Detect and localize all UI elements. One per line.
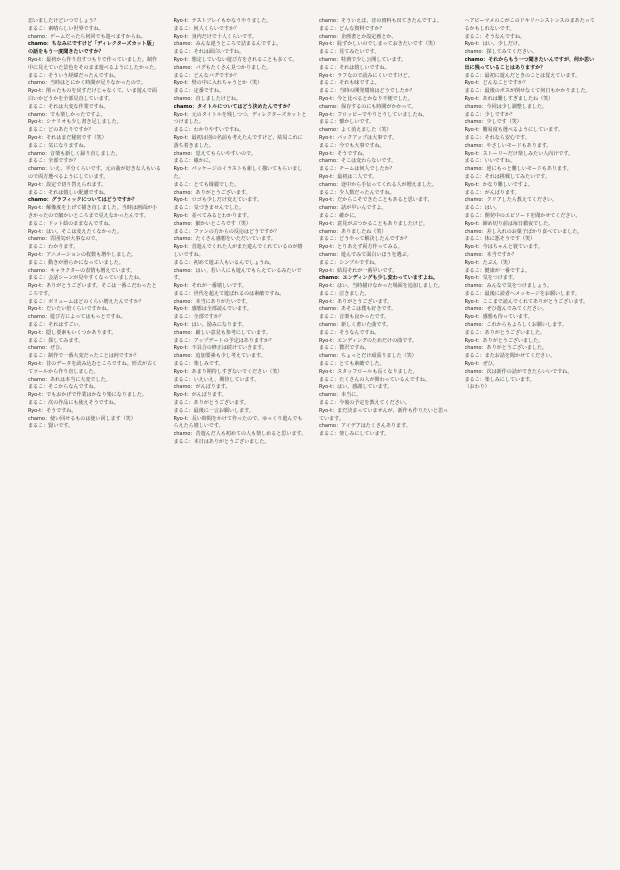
interview-paragraph: （おわり） — [464, 384, 490, 391]
interview-paragraph: まるこ：開発中のエピソードを聞かせてください。 — [464, 212, 581, 219]
interview-paragraph: Ryo-t：長い時間をかけて作ったので、ゆっくり遊んでもらえたら嬉しいです。 chamo：昔遊んだ人も初めての人も楽しめると思います。 まるこ：本日はありがとうございました。 — [173, 415, 307, 446]
text-column-1 — [28, 18, 162, 844]
interview-paragraph: Ryo-t：昔のデータを読み込むところですね。形式が古くてツールから作り直しました。 chamo：あれは本当に大変でした。 まるこ：そこからなんですね。 Ryo-t：でもおかげで作業はかなり楽になりました。 まるこ：次の作品にも使えそうですね。 Ryo-t：そうですね。 chamo：使い回せるものは使い回します（笑） まるこ：賢いです。 — [28, 361, 158, 430]
interview-paragraph: Ryo-t：元のタイトルを残しつつ、ディレクターズカットとつけました。 まるこ：わかりやすいですね。 Ryo-t：最初は別の名前も考えたんですけど、結局これに落ち着きました。 chamo：覚えてもらいやすいので。 まるこ：確かに。 Ryo-t：パッケージのイラストも新しく描いてもらいました。 まるこ：とても綺麗でした。 chamo：ありがとうございます。 Ryo-t：ロゴも少しだけ変えています。 まるこ：気づきませんでした。 Ryo-t：並べてみるとわかります。 chamo：細かいところです（笑） — [173, 111, 307, 227]
interview-paragraph: まるこ：最初に遊んだときのことは覚えています。 Ryo-t：どんなことですか？ まるこ：最後のボスが倒せなくて何日もかかりました。 Ryo-t：あれは難しすぎましたね（笑） chamo：今回は少し調整しました。 まるこ：少しですか？ chamo：少しです（笑） Ryo-t：難易度も選べるようにしています。 まるこ：それなら安心です。 chamo：やさしいモードもあります。 Ryo-t：ストーリーだけ楽しみたい人向けです。 まるこ：いいですね。 chamo：逆にもっと難しいモードもあります。 まるこ：それは挑戦してみたいです。 Ryo-t：かなり難しいですよ。 まるこ：がんばります。 chamo：クリアしたら教えてください。 まるこ：はい。 — [464, 72, 591, 212]
section-question: chamo：それからもう一つ聞きたいんですが、何か思い出に残っていることはありますか？ — [464, 56, 595, 71]
interview-paragraph: Ryo-t：締め切り前は毎日徹夜でした。 chamo：差し入れのお菓子ばかり食べていました。 まるこ：体に悪そうです（笑） Ryo-t：今はちゃんと寝ています。 chamo：本当ですか？ Ryo-t：たぶん（笑） まるこ：健康が一番ですよ。 Ryo-t：気をつけます。 chamo：みんなで気をつけましょう。 まるこ：最後に読者へメッセージをお願いします。 Ryo-t：ここまで読んでくれてありがとうございます。 chamo：ぜひ遊んでみてください。 Ryo-t：感想も待っています。 chamo：これからもよろしくお願いします。 まるこ：ありがとうございました。 Ryo-t：ありがとうございました。 chamo：ありがとうございました。 まるこ：またお話を聞かせてください。 Ryo-t：ぜひ。 chamo：次は新作の話ができたらいいですね。 まるこ：楽しみにしています。 — [464, 220, 589, 383]
interview-paragraph: Ryo-t：はい。当時描けなかった場面を追加しました。 まるこ：泣きました。 Ryo-t：ありがとうございます。 chamo：あそこは僕も好きです。 まるこ：音楽も良かったです。 chamo：新しく書いた曲です。 まるこ：そうなんですね。 Ryo-t：エンディングのためだけの曲です。 まるこ：贅沢ですね。 chamo：ちょっとだけ頑張りました（笑） まるこ：とても素敵でした。 Ryo-t：スタッフロールも長くなりました。 まるこ：たくさんの人が関わっているんですね。 Ryo-t：はい。感謝しています。 chamo：本当に。 — [319, 283, 444, 399]
interview-paragraph: まるこ：ファンの方からの反応はどうですか？ — [173, 228, 280, 235]
section-question: chamo：タイトルについてはどう決めたんですか？ — [173, 103, 293, 110]
text-column-4 — [465, 18, 599, 844]
section-question: chamo：エンディングも少し変わっていますよね。 — [319, 275, 438, 282]
text-columns — [28, 18, 598, 844]
text-column-3 — [319, 18, 453, 844]
interview-paragraph: ヘアピーマメのこがこのドキリハンストンスのまあたってるかもしれないです。 まるこ：そうなんですね。 Ryo-t：はい。少しだけ。 chamo：探してみてください。 — [464, 18, 595, 56]
section-question: chamo：ちなみにですけど「ディレクターズカット版」の話をもう一度聞きたいですか？ — [28, 41, 157, 56]
interview-paragraph: Ryo-t：最初から作り直すつもりで作っていました。制作中に見えていた景色をそのまま遊べるようにしたかった。 まるこ：そういう経緯だったんですね。 chamo：当時はとにかく時間が足りなかったので。 Ryo-t：削ったものを戻すだけじゃなくて、いま遊んで面白いかどうかを全部見直しています。 まるこ：それは大変な作業ですね。 chamo：でも楽しかったですよ。 Ryo-t：シナリオも少し書き足しました。 まるこ：どのあたりですか？ Ryo-t：それはまだ秘密です（笑） まるこ：気になりますね。 chamo：音楽も新しく録り直しました。 まるこ：全部ですか？ chamo：いえ、半分くらいです。元の曲が好きな人もいるので両方選べるようにしています。 Ryo-t：設定で切り替えられます。 まるこ：それは嬉しい配慮ですね。 — [28, 56, 161, 196]
interview-paragraph: まるこ：制作で一番大変だったことは何ですか？ — [28, 353, 139, 360]
text-column-2 — [174, 18, 308, 844]
interview-paragraph: chamo：たくさん感想をいただいています。 Ryo-t：昔遊んでくれた人がまた遊んでくれているのが嬉しいですね。 まるこ：初めて遊ぶ人もいるんでしょうね。 chamo：はい。若い人にも遊んでもらえているみたいです。 Ryo-t：それが一番嬉しいです。 まるこ：世代を超えて遊ばれるのは素敵ですね。 chamo：本当にありがたいです。 Ryo-t：感想は全部読んでいます。 まるこ：全部ですか？ Ryo-t：はい。励みになります。 chamo：厳しい意見も参考にしています。 まるこ：アップデートの予定はありますか？ Ryo-t：不具合の修正は続けていきます。 chamo：追加要素も少し考えています。 まるこ：楽しみです。 Ryo-t：あまり期待しすぎないでください（笑） まるこ：いえいえ、期待しています。 chamo：がんばります。 Ryo-t：がんばります。 まるこ：ありがとうございます。 — [173, 236, 303, 407]
interview-paragraph: まるこ：今後の予定を教えてください。 — [319, 400, 410, 407]
interview-paragraph: Ryo-t：テストプレイもかなりやりました。 まるこ：何人くらいですか？ Ryo-t：身内だけで十人くらいです。 chamo：みんな違うところで詰まるんですよ。 まるこ：それは面白いですね。 Ryo-t：想定していない遊び方をされることも多くて。 chamo：バグもたくさん見つかりました。 まるこ：どんなバグですか？ Ryo-t：壁の中に入れちゃうとか（笑） まるこ：定番ですね。 chamo：直しましたけどね。 — [173, 18, 298, 102]
section-question: chamo：グラフィックについてはどうですか？ — [28, 197, 137, 204]
interview-paragraph: chamo：そういえば、昔の資料も出てきたんですよ。 まるこ：どんな資料ですか？ chamo：企画書とか設定画とか。 Ryo-t：恥ずかしいのでしまっておきたいです（笑） まるこ：見てみたいです。 chamo：特典で少し公開しています。 まるこ：それは嬉しいですね。 Ryo-t：ラフなので読みにくいですけど。 まるこ：それも味ですよ。 — [319, 18, 442, 87]
interview-paragraph: Ryo-t：解像度を上げて描き直しました。当時は画面が小さかったので細かいところまで見えなかったんです。 まるこ：ドット絵のままなんですね。 Ryo-t：はい。そこは変えたくなかった。 chamo：雰囲気が大事なので。 まるこ：わかります。 Ryo-t：アニメーションの枚数も増やしました。 まるこ：動きが滑らかになっていました。 chamo：キャラクターの表情も増えています。 まるこ：会話シーンが見やすくなっていましたね。 Ryo-t：ありがとうございます。そこは一番こだわったところです。 まるこ：ボリュームはどのくらい増えたんですか？ Ryo-t：だいたい倍くらいですかね。 chamo：遊び方によってはもっとですね。 まるこ：それはすごい。 Ryo-t：隠し要素もいくつかあります。 まるこ：探してみます。 chamo：ぜひ。 — [28, 205, 158, 352]
interview-paragraph: まるこ：当時の開発環境はどうでしたか？ — [319, 88, 415, 95]
interview-paragraph: まるこ：最後に一言お願いします。 — [173, 407, 254, 414]
interview-paragraph: 思いましたけどいつでしょう？ まるこ：素晴らしい世界ですね。 chamo：ゲームだったら何回でも遊べますからね。 — [28, 18, 146, 40]
interview-paragraph: Ryo-t：まだ決まっていませんが、新作も作りたいと思っています。 chamo：アイデアはたくさんあります。 まるこ：楽しみにしています。 — [319, 407, 449, 438]
interview-paragraph: Ryo-t：今と比べるとかなり不便でした。 chamo：保存するのにも時間がかかって。 Ryo-t：フロッピーでやりとりしていましたね。 まるこ：懐かしいです。 chamo：よく消えました（笑） Ryo-t：バックアップは大事です。 まるこ：今でも大事ですね。 Ryo-t：そうですね。 chamo：そこは変わらないです。 まるこ：チームは何人でしたか？ Ryo-t：最初は二人です。 chamo：途中から手伝ってくれる人が増えました。 まるこ：少人数だったんですね。 Ryo-t：だからこそできたこともあると思います。 chamo：話が早いんですよ。 まるこ：確かに。 Ryo-t：意見がぶつかることもありましたけど。 chamo：ありましたね（笑） まるこ：どうやって解決したんですか？ Ryo-t：とりあえず両方作ってみる。 chamo：遊んでみて面白いほうを選ぶ。 まるこ：シンプルですね。 Ryo-t：結局それが一番早いです。 — [319, 95, 437, 274]
